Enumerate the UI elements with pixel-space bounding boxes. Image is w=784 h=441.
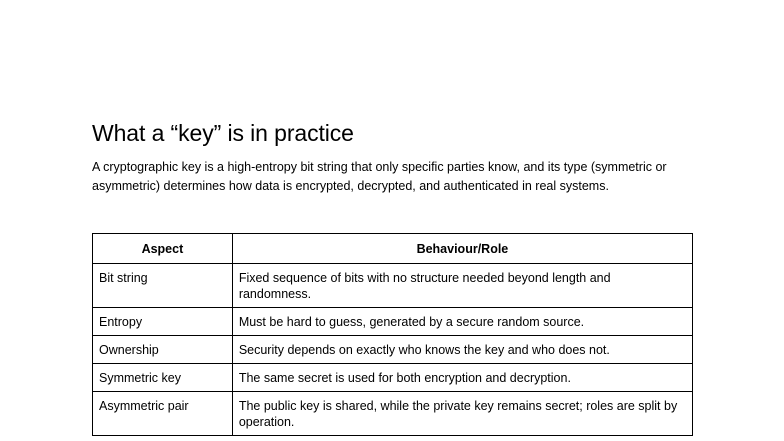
table-header-row: [93, 234, 693, 264]
cell-role: Security depends on exactly who knows the key and who does not.: [232, 336, 692, 364]
column-header-aspect: Aspect: [93, 234, 233, 264]
intro-paragraph: A cryptographic key is a high-entropy bit string that only specific parties know, and its type (symmetric or asymmetric) determines how data is encrypted, decrypted, and authenticated in real systems.: [92, 160, 667, 193]
cell-role: The public key is shared, while the private key remains secret; roles are split by operation.: [232, 392, 692, 436]
table-row: [93, 336, 693, 364]
cell-role: Fixed sequence of bits with no structure needed beyond length and randomness.: [232, 264, 692, 308]
table-row: [93, 264, 693, 308]
cell-role: Must be hard to guess, generated by a secure random source.: [232, 308, 692, 336]
cell-role: The same secret is used for both encryption and decryption.: [232, 364, 692, 392]
table-row: [93, 364, 693, 392]
cell-aspect: Entropy: [93, 308, 233, 336]
cell-aspect: Asymmetric pair: [93, 392, 233, 436]
table-row: [93, 308, 693, 336]
column-header-behaviour-role: Behaviour/Role: [232, 234, 692, 264]
cell-aspect: Ownership: [93, 336, 233, 364]
table-row: [93, 392, 693, 436]
document-page: [92, 118, 694, 429]
cell-aspect: Bit string: [93, 264, 233, 308]
key-aspects-table: [92, 233, 693, 436]
document-title: What a “key” is in practice: [92, 120, 354, 146]
cell-aspect: Symmetric key: [93, 364, 233, 392]
